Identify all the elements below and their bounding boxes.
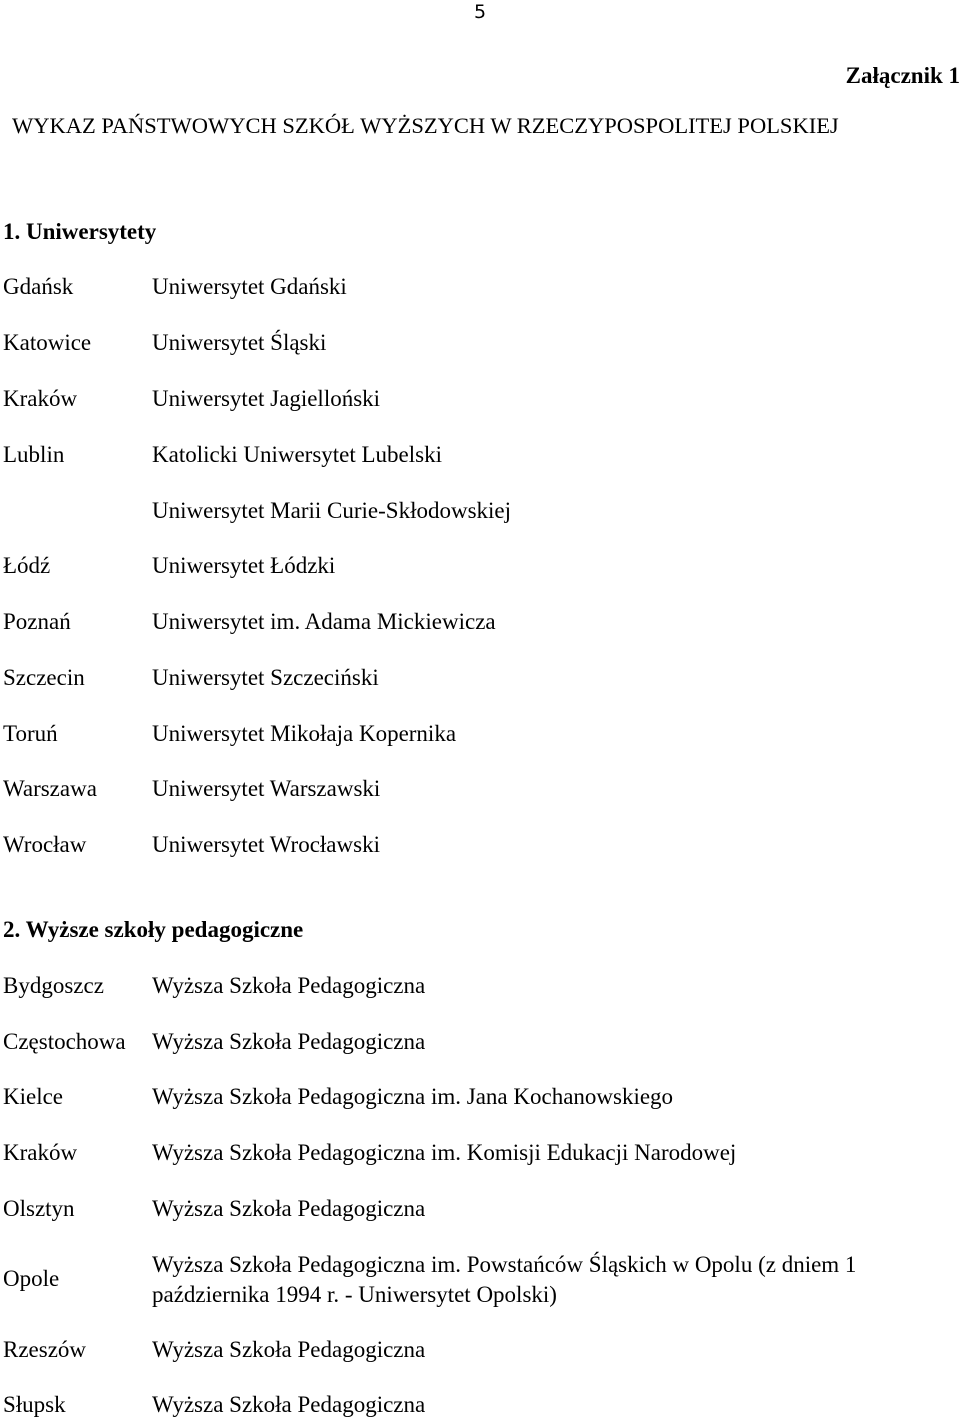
school-name: Wyższa Szkoła Pedagogiczna im. Jana Kochanowskiego [152, 1084, 674, 1109]
school-name: Wyższa Szkoła Pedagogiczna [152, 973, 426, 998]
city-name: Wrocław [3, 832, 87, 857]
school-name: Uniwersytet Jagielloński [152, 386, 381, 411]
school-name: Uniwersytet im. Adama Mickiewicza [152, 609, 496, 634]
city-name: Poznań [3, 609, 71, 634]
school-name: Wyższa Szkoła Pedagogiczna [152, 1029, 426, 1054]
school-name: Wyższa Szkoła Pedagogiczna [152, 1337, 426, 1362]
school-name: Uniwersytet Wrocławski [152, 832, 380, 857]
city-name: Olsztyn [3, 1196, 75, 1221]
school-name: Katolicki Uniwersytet Lubelski [152, 442, 442, 467]
school-name: Uniwersytet Marii Curie-Skłodowskiej [152, 498, 512, 523]
annex-label: Załącznik 1 [845, 63, 960, 88]
school-name: Wyższa Szkoła Pedagogiczna im. Powstańców Śląskich w Opolu (z dniem 1 października 1994 r. - Uniwersytet Opolski) [152, 1252, 857, 1307]
city-name: Łódź [3, 553, 51, 578]
section-heading-universities: 1. Uniwersytety [3, 219, 157, 244]
city-name: Kielce [3, 1084, 64, 1109]
city-name: Bydgoszcz [3, 973, 104, 998]
school-name: Uniwersytet Łódzki [152, 553, 336, 578]
document-title: WYKAZ PAŃSTWOWYCH SZKÓŁ WYŻSZYCH W RZECZYPOSPOLITEJ POLSKIEJ [12, 113, 839, 138]
section-heading-pedagogical-schools: 2. Wyższe szkoły pedagogiczne [3, 917, 304, 942]
city-name: Katowice [3, 330, 92, 355]
city-name: Warszawa [3, 776, 97, 801]
page-number: 5 [473, 1, 487, 23]
city-name: Rzeszów [3, 1337, 87, 1362]
list-item [3, 1250, 958, 1314]
city-name: Gdańsk [3, 274, 74, 299]
school-name: Uniwersytet Warszawski [152, 776, 381, 801]
school-name: Uniwersytet Śląski [152, 330, 327, 355]
city-name: Lublin [3, 442, 65, 467]
school-name: Wyższa Szkoła Pedagogiczna [152, 1196, 426, 1221]
school-name: Uniwersytet Mikołaja Kopernika [152, 721, 457, 746]
city-name: Kraków [3, 386, 78, 411]
city-name: Toruń [3, 721, 58, 746]
city-name: Szczecin [3, 665, 85, 690]
city-name: Częstochowa [3, 1029, 126, 1054]
school-name: Uniwersytet Gdański [152, 274, 347, 299]
school-name: Wyższa Szkoła Pedagogiczna [152, 1392, 426, 1417]
school-name: Wyższa Szkoła Pedagogiczna im. Komisji Edukacji Narodowej [152, 1140, 737, 1165]
city-name: Słupsk [3, 1392, 66, 1417]
city-name: Opole [3, 1266, 60, 1291]
city-name: Kraków [3, 1140, 78, 1165]
school-name: Uniwersytet Szczeciński [152, 665, 379, 690]
